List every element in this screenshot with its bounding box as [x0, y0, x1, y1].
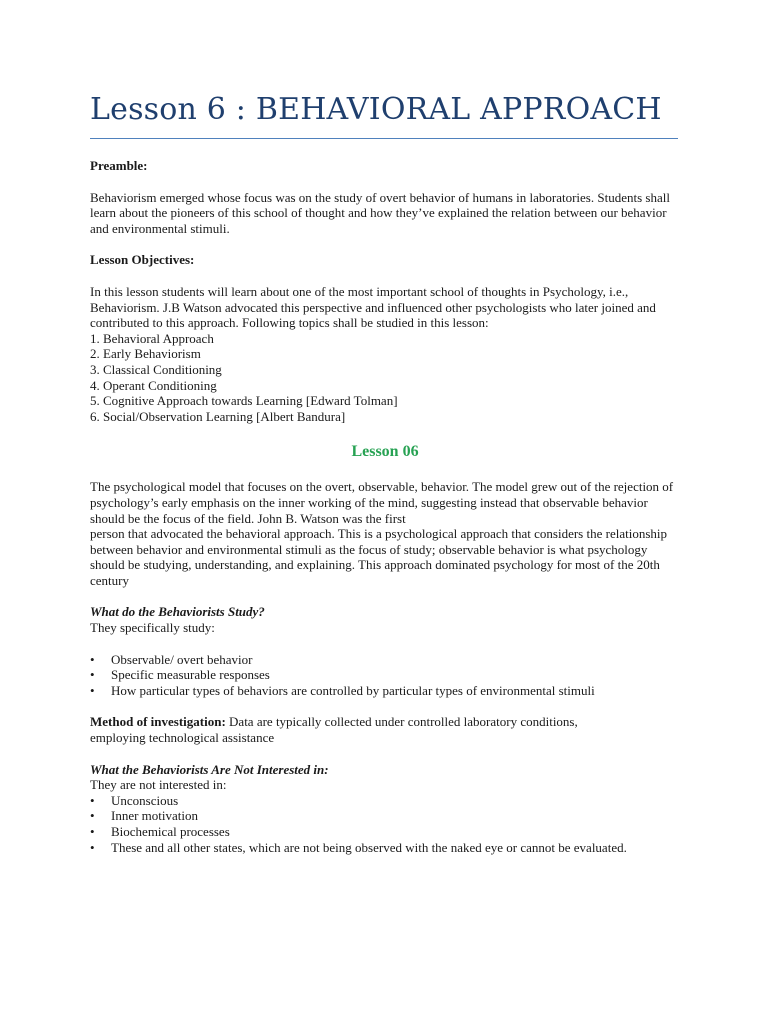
bullet-icon: •: [90, 824, 95, 839]
study-heading: What do the Behaviorists Study?: [90, 604, 265, 620]
bullet-icon: •: [90, 667, 95, 683]
not-interested-list: [90, 793, 680, 855]
topic-item: 3. Classical Conditioning: [90, 361, 222, 377]
list-item: [90, 808, 680, 824]
bullet-icon: •: [90, 808, 95, 824]
topic-item: 2. Early Behaviorism: [90, 346, 201, 362]
list-item-text: How particular types of behaviors are controlled by particular types of environmental stimuli: [111, 682, 595, 698]
topic-item: 1. Behavioral Approach: [90, 330, 214, 346]
spacer: [90, 636, 680, 652]
bullet-icon: •: [90, 651, 95, 667]
spacer: [90, 236, 680, 252]
bullet-icon: •: [90, 682, 95, 698]
spacer: [90, 424, 680, 442]
list-item-text: Observable/ overt behavior: [111, 651, 253, 667]
list-item-text: These and all other states, which are not being observed with the naked eye or cannot be evaluated.: [111, 839, 627, 855]
study-lead: They specifically study:: [90, 620, 215, 636]
not-interested-heading: What the Behaviorists Are Not Interested in:: [90, 761, 329, 777]
list-item-text: Specific measurable responses: [111, 667, 270, 683]
intro-paragraph-1: The psychological model that focuses on the overt, observable, behavior. The model grew out of the rejection of psychology’s early emphasis on the inner working of the mind, suggesting instead that observable behavior should be the focus of the field. John B. Watson was the first: [90, 479, 674, 526]
spacer: [90, 746, 680, 762]
spacer: [90, 462, 680, 479]
topics-list: [90, 331, 680, 425]
page-title: Lesson 6 : BEHAVIORAL APPROACH: [90, 92, 662, 127]
topic-item: 6. Social/Observation Learning [Albert Bandura]: [90, 408, 346, 424]
method-paragraph: [90, 714, 680, 730]
objectives-heading: Lesson Objectives:: [90, 252, 195, 268]
method-text-continued: employing technological assistance: [90, 730, 275, 746]
lesson-heading: Lesson 06: [351, 443, 419, 461]
list-item-text: Unconscious: [111, 792, 179, 808]
spacer: [90, 698, 680, 714]
spacer: [90, 268, 680, 284]
list-item: [90, 824, 680, 840]
list-item-text: Biochemical processes: [111, 824, 230, 839]
list-item: [90, 667, 680, 683]
preamble-heading: Preamble:: [90, 158, 148, 173]
list-item: [90, 683, 680, 699]
method-text: Data are typically collected under controlled laboratory conditions,: [225, 714, 578, 730]
method-label: Method of investigation:: [90, 714, 226, 730]
spacer: [90, 588, 680, 604]
list-item: [90, 793, 680, 809]
not-interested-lead: They are not interested in:: [90, 777, 227, 793]
intro-paragraph-2: person that advocated the behavioral approach. This is a psychological approach that considers the relationship between behavior and environmental stimuli as the focus of study; observable behavior is what psychology should be studying, understanding, and explaining. This approach dominated psychology for most of the 20th century: [90, 526, 667, 588]
study-list: [90, 652, 680, 699]
list-item-text: Inner motivation: [111, 808, 199, 824]
list-item: [90, 840, 680, 856]
bullet-icon: •: [90, 792, 95, 808]
objectives-text: In this lesson students will learn about one of the most important school of thoughts in Psychology, i.e., Behaviorism. J.B Watson advocated this perspective and influenced other psychologists who later joined and contributed to this approach. Following topics shall be studied in this lesson:: [90, 283, 656, 331]
document-body: [90, 158, 680, 855]
spacer: [90, 174, 680, 190]
topic-item: 4. Operant Conditioning: [90, 377, 217, 393]
title-divider: [90, 138, 678, 139]
topic-item: 5. Cognitive Approach towards Learning [Edward Tolman]: [90, 393, 398, 409]
list-item: [90, 652, 680, 668]
bullet-icon: •: [90, 839, 95, 855]
preamble-text: Behaviorism emerged whose focus was on the study of overt behavior of humans in laboratories. Students shall learn about the pioneers of this school of thought and how they’ve explained the relation between our behavior and environmental stimuli.: [90, 189, 670, 236]
